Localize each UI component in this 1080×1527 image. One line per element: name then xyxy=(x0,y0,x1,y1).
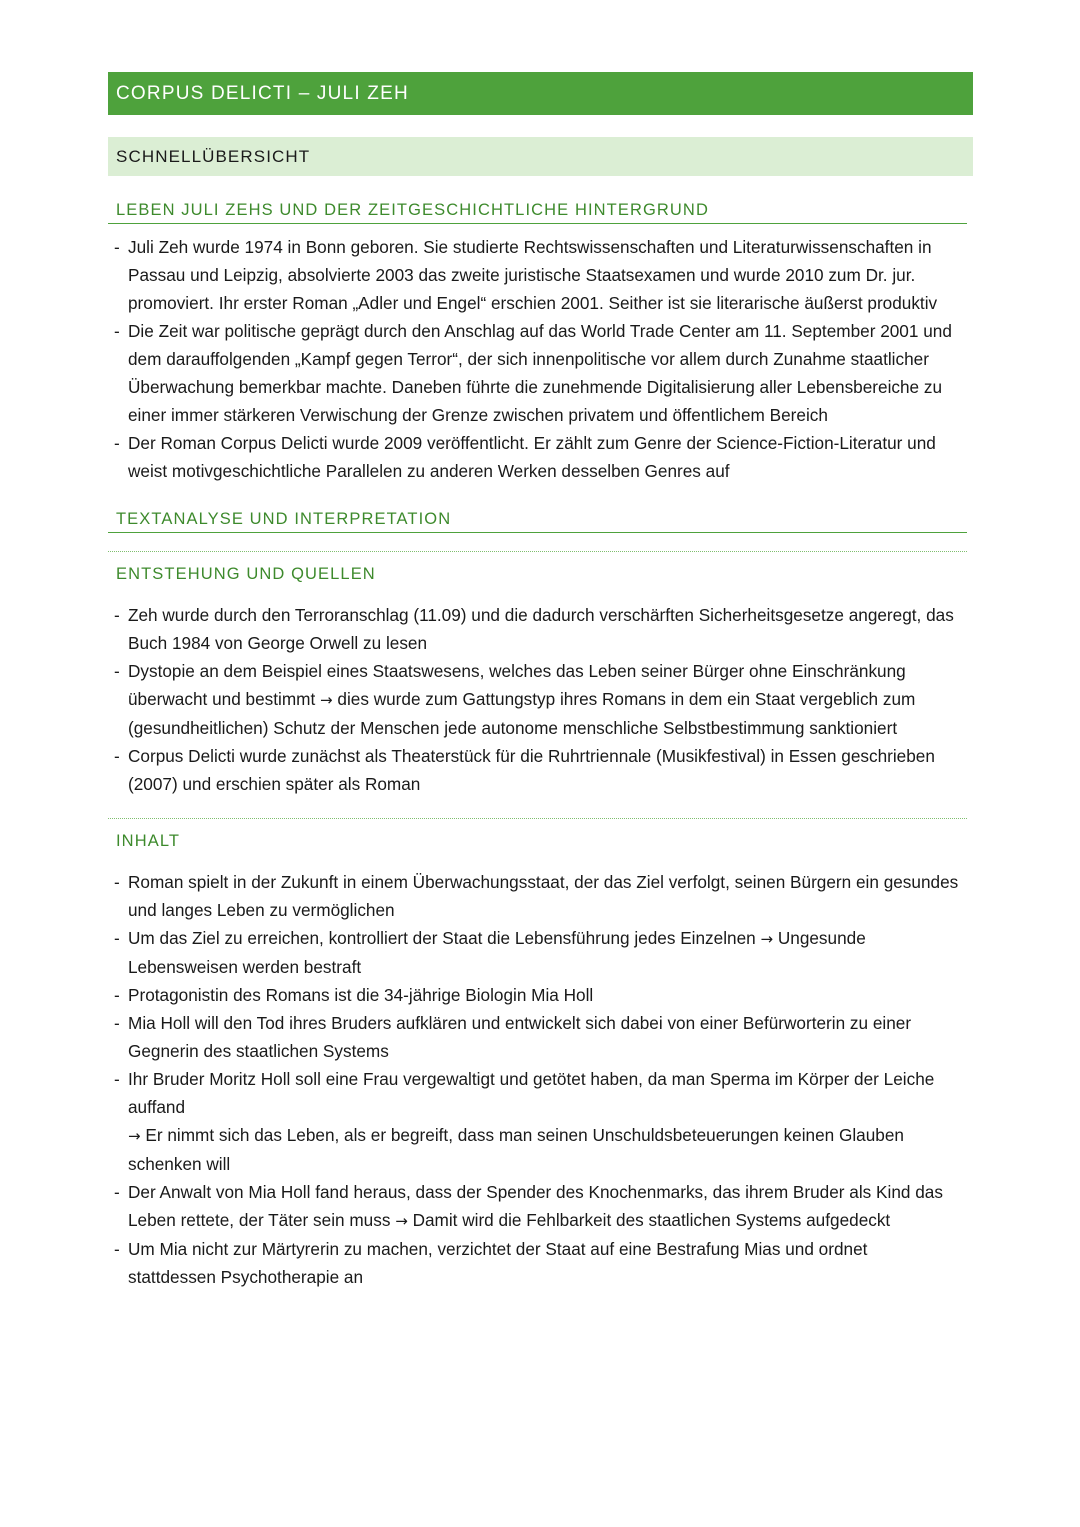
section-heading-entstehung-text: ENTSTEHUNG UND QUELLEN xyxy=(116,565,376,583)
section-heading-leben xyxy=(108,190,967,224)
document-page xyxy=(108,72,973,1291)
document-title-bar xyxy=(108,72,973,115)
dotted-divider xyxy=(108,551,967,552)
list-item xyxy=(108,868,960,924)
list-item-text: Um Mia nicht zur Märtyrerin zu machen, verzichtet der Staat auf eine Bestrafung Mias und ordnet stattdessen Psychotherapie an xyxy=(128,1239,868,1287)
list-item xyxy=(108,601,960,657)
inhalt-list xyxy=(108,868,960,1291)
list-item-text: Der Roman Corpus Delicti wurde 2009 veröffentlicht. Er zählt zum Genre der Science-Fiction-Literatur und weist motivgeschichtliche Parallelen zu anderen Werken desselben Genres auf xyxy=(128,433,936,481)
list-item-text: Mia Holl will den Tod ihres Bruders aufklären und entwickelt sich dabei von einer Befürworterin zu einer Gegnerin des staatlichen Systems xyxy=(128,1013,912,1061)
list-item xyxy=(108,1235,960,1291)
list-item-text: Der Anwalt von Mia Holl fand heraus, dass der Spender des Knochenmarks, das ihrem Bruder als Kind das Leben rettete, der Täter sein muss xyxy=(128,1182,943,1230)
document-title: CORPUS DELICTI – JULI ZEH xyxy=(116,82,409,104)
dotted-divider xyxy=(108,818,967,819)
list-item xyxy=(108,1065,960,1178)
right-arrow-icon: → xyxy=(760,930,774,948)
list-item-text: Ihr Bruder Moritz Holl soll eine Frau vergewaltigt und getötet haben, da man Sperma im Körper der Leiche auffand xyxy=(128,1069,935,1117)
leben-list xyxy=(108,233,960,485)
list-item-continuation xyxy=(128,1121,960,1178)
list-item-text: Protagonistin des Romans ist die 34-jährige Biologin Mia Holl xyxy=(128,985,594,1005)
overview-title: SCHNELLÜBERSICHT xyxy=(116,146,311,166)
section-heading-textanalyse-text: TEXTANALYSE UND INTERPRETATION xyxy=(116,510,452,528)
right-arrow-icon: → xyxy=(395,1212,408,1230)
list-item-text: Er nimmt sich das Leben, als er begreift, dass man seinen Unschuldsbeteuerungen keinen Glauben schenken will xyxy=(128,1125,904,1174)
list-item xyxy=(108,981,960,1009)
list-item xyxy=(108,233,960,317)
section-heading-inhalt-text: INHALT xyxy=(116,832,181,850)
list-item-text: Juli Zeh wurde 1974 in Bonn geboren. Sie studierte Rechtswissenschaften und Literaturwissenschaften in Passau und Leipzig, absolvierte 2003 das zweite juristische Staatsexamen und wurde 2010 zum Dr. jur. promoviert. Ihr erster Roman „Adler und Engel“ erschien 2001. Seither ist sie literarische äußerst produktiv xyxy=(128,237,938,313)
section-heading-entstehung xyxy=(108,554,967,587)
list-item-text: Zeh wurde durch den Terroranschlag (11.09) und die dadurch verschärften Sicherheitsgesetze angeregt, das Buch 1984 von George Orwell zu lesen xyxy=(128,605,954,653)
list-item-text: Corpus Delicti wurde zunächst als Theaterstück für die Ruhrtriennale (Musikfestival) in Essen geschrieben (2007) und erschien später als Roman xyxy=(128,746,935,794)
overview-bar xyxy=(108,137,973,176)
right-arrow-icon: → xyxy=(320,691,333,709)
list-item xyxy=(108,1009,960,1065)
list-item-text: Dystopie an dem Beispiel eines Staatswesens, welches das Leben seiner Bürger ohne Einschränkung überwacht und bestimmt xyxy=(128,661,906,709)
list-item-text: Roman spielt in der Zukunft in einem Überwachungsstaat, der das Ziel verfolgt, seinen Bürgern ein gesundes und langes Leben zu vermöglichen xyxy=(128,872,959,920)
section-heading-textanalyse xyxy=(108,499,967,533)
list-item-text: Um das Ziel zu erreichen, kontrolliert der Staat die Lebensführung jedes Einzelnen xyxy=(128,928,756,948)
list-item xyxy=(108,924,960,981)
list-item-text: Die Zeit war politische geprägt durch den Anschlag auf das World Trade Center am 11. September 2001 und dem darauffolgenden „Kampf gegen Terror“, der sich innenpolitische vor allem durch Zunahme staatlicher Überwachung bemerkbar machte. Daneben führte die zunehmende Digitalisierung aller Lebensbereiche zu einer immer stärkeren Verwischung der Grenze zwischen privatem und öffentlichem Bereich xyxy=(128,321,952,425)
list-item xyxy=(108,742,960,798)
list-item-text: Ungesunde Lebensweisen werden bestraft xyxy=(128,928,866,977)
list-item xyxy=(108,429,960,485)
section-heading-inhalt xyxy=(108,821,967,854)
list-item-text: Damit wird die Fehlbarkeit des staatlichen Systems aufgedeckt xyxy=(412,1210,891,1230)
list-item-text: dies wurde zum Gattungstyp ihres Romans in dem ein Staat vergeblich zum (gesundheitlichen) Schutz der Menschen jede autonome menschliche Selbstbestimmung sanktioniert xyxy=(128,689,916,738)
entstehung-list xyxy=(108,601,960,798)
list-item xyxy=(108,1178,960,1235)
list-item xyxy=(108,657,960,742)
list-item xyxy=(108,317,960,429)
section-heading-leben-text: LEBEN JULI ZEHS UND DER ZEITGESCHICHTLICHE HINTERGRUND xyxy=(116,201,709,219)
right-arrow-icon: → xyxy=(128,1127,141,1145)
